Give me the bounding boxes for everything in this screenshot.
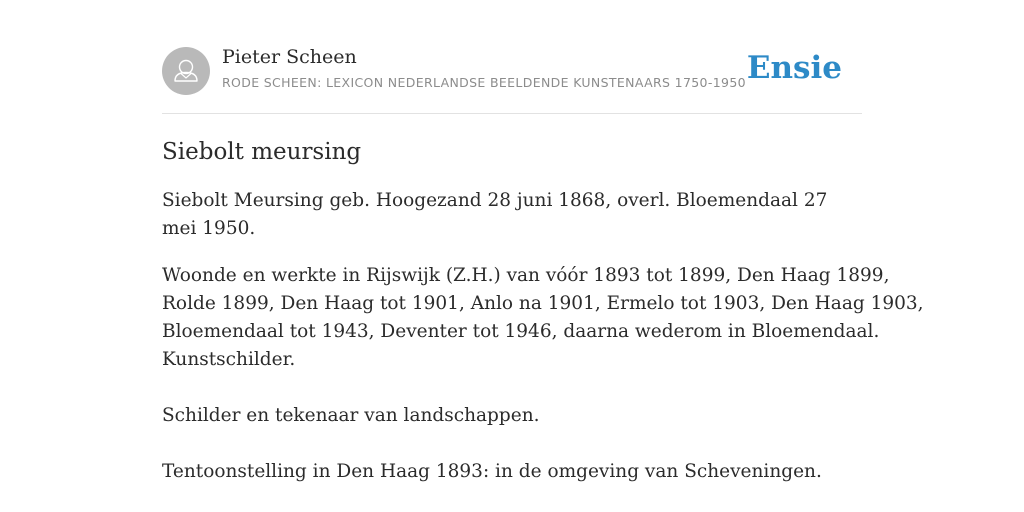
residence-line: Kunstschilder. [162,349,296,370]
residence-line: Rolde 1899, Den Haag tot 1901, Anlo na 1901, Ermelo tot 1903, Den Haag 1903, [162,293,924,314]
brand-logo[interactable]: Ensie [746,50,842,86]
avatar[interactable] [162,47,210,95]
article-specialty: Schilder en tekenaar van landschappen. [162,405,540,426]
article [162,137,924,505]
residence-line: Bloemendaal tot 1943, Deventer tot 1946, daarna wederom in Bloemendaal. [162,321,880,342]
user-icon [162,47,210,95]
source-title[interactable]: RODE SCHEEN: LEXICON NEDERLANDSE BEELDENDE KUNSTENAARS 1750-1950 [222,75,746,90]
article-exhibition: Tentoonstelling in Den Haag 1893: in de omgeving van Scheveningen. [162,461,822,482]
author-name[interactable]: Pieter Scheen [222,46,357,68]
paragraph-spacer [162,374,862,402]
article-title: Siebolt meursing [162,139,362,165]
article-intro: Siebolt Meursing geb. Hoogezand 28 juni 1868, overl. Bloemendaal 27 mei 1950. [162,190,828,239]
article-residence [162,262,924,374]
header [162,46,862,96]
paragraph-spacer [162,430,862,458]
residence-line: Woonde en werkte in Rijswijk (Z.H.) van vóór 1893 tot 1899, Den Haag 1899, [162,265,890,286]
header-divider [162,113,862,114]
